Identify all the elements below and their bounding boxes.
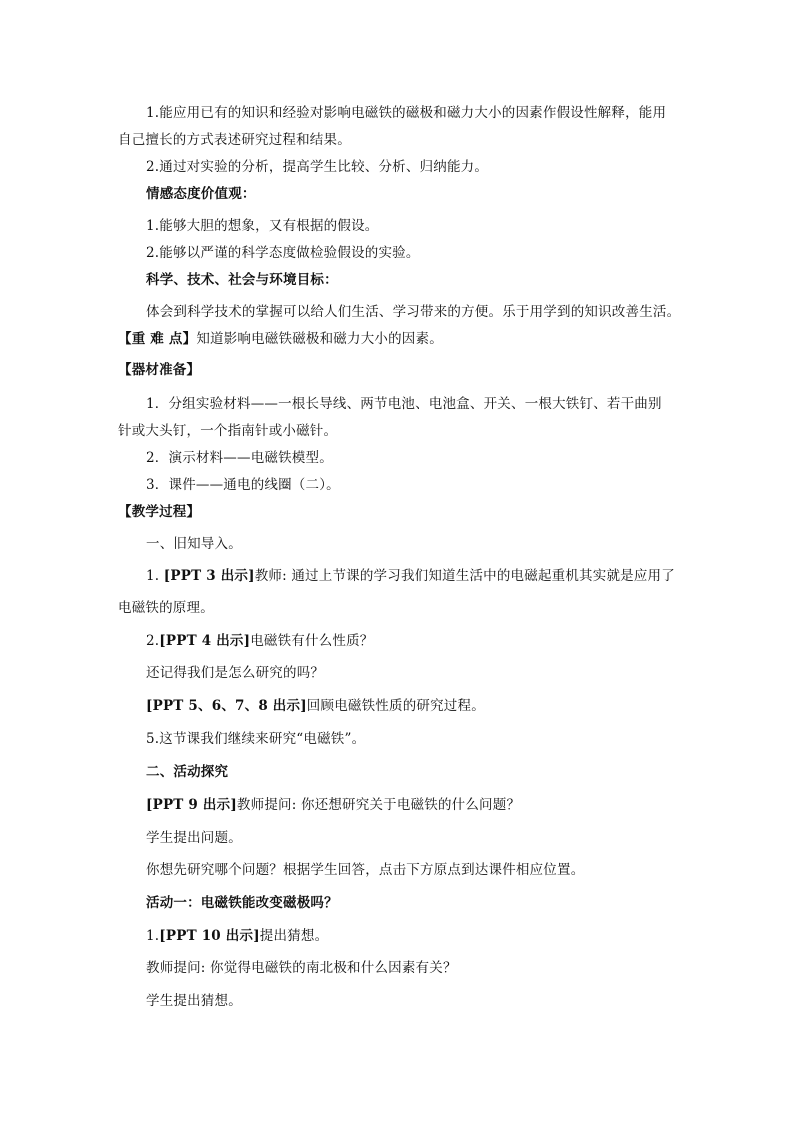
equipment-item-3: 3．课件——通电的线圈（二）。 [146,477,340,493]
paragraph-2: 2.[PPT 4 出示]电磁铁有什么性质？ [146,633,374,649]
paragraph-4: [PPT 5、6、7、8 出示]回顾电磁铁性质的研究过程。 [146,698,485,714]
ppt-tag: [PPT 4 出示] [159,633,251,649]
sts-text: 体会到科学技术的掌握可以给人们生活、学习带来的方便。乐于用学到的知识改善生活。 [146,304,681,320]
paragraph-1-line-2: 电磁铁的原理。 [118,600,214,616]
activity-1-title: 活动一：电磁铁能改变磁极吗？ [146,895,338,911]
paragraph-5: 5.这节课我们继续来研究“电磁铁”。 [146,731,366,747]
emotion-item-2: 2.能够以严谨的科学态度做检验假设的实验。 [146,245,420,261]
emotion-heading: 情感态度价值观： [146,186,256,202]
equipment-item-1-line-2: 针或大头钉，一个指南针或小磁针。 [118,423,338,439]
paragraph-8: 你想先研究哪个问题？根据学生回答，点击下方原点到达课件相应位置。 [146,862,585,878]
paragraph-6: [PPT 9 出示]教师提问: 你还想研究关于电磁铁的什么问题？ [146,797,521,813]
paragraph-3: 还记得我们是怎么研究的吗？ [146,665,325,681]
sts-heading: 科学、技术、社会与环境目标： [146,272,338,288]
objective-item-2: 2.通过对实验的分析，提高学生比较、分析、归纳能力。 [146,159,489,175]
objective-item-1-line-2: 自己擅长的方式表述研究过程和结果。 [118,132,351,148]
equipment-heading: 【器材准备】 [118,362,201,378]
emotion-item-1: 1.能够大胆的想象，又有根据的假设。 [146,218,379,234]
key-point-text: 知道影响电磁铁磁极和磁力大小的因素。 [196,331,443,347]
paragraph-1: 1. [PPT 3 出示]教师: 通过上节课的学习我们知道生活中的电磁起重机其实就是应用了 [146,568,675,584]
ppt-tag: [PPT 10 出示] [159,928,260,944]
ppt-tag: [PPT 5、6、7、8 出示] [146,698,307,714]
key-point-line [118,329,443,349]
process-heading: 【教学过程】 [118,504,201,520]
equipment-item-1-line-1: 1．分组实验材料——一根长导线、两节电池、电池盒、开关、一根大铁钉、若干曲别 [146,396,662,412]
paragraph-7: 学生提出问题。 [146,830,242,846]
paragraph-11: 学生提出猜想。 [146,993,242,1009]
ppt-tag: [PPT 3 出示] [163,568,255,584]
key-point-label: 【重 难 点】 [118,331,197,347]
equipment-item-2: 2．演示材料——电磁铁模型。 [146,450,333,466]
ppt-tag: [PPT 9 出示] [146,797,237,813]
objective-item-1-line-1: 1.能应用已有的知识和经验对影响电磁铁的磁极和磁力大小的因素作假设性解释，能用 [146,105,667,121]
paragraph-10: 教师提问: 你觉得电磁铁的南北极和什么因素有关？ [146,960,457,976]
paragraph-9: 1.[PPT 10 出示]提出猜想。 [146,928,329,944]
section-2-title: 二、活动探究 [146,764,229,780]
section-1-title: 一、旧知导入。 [146,536,242,552]
